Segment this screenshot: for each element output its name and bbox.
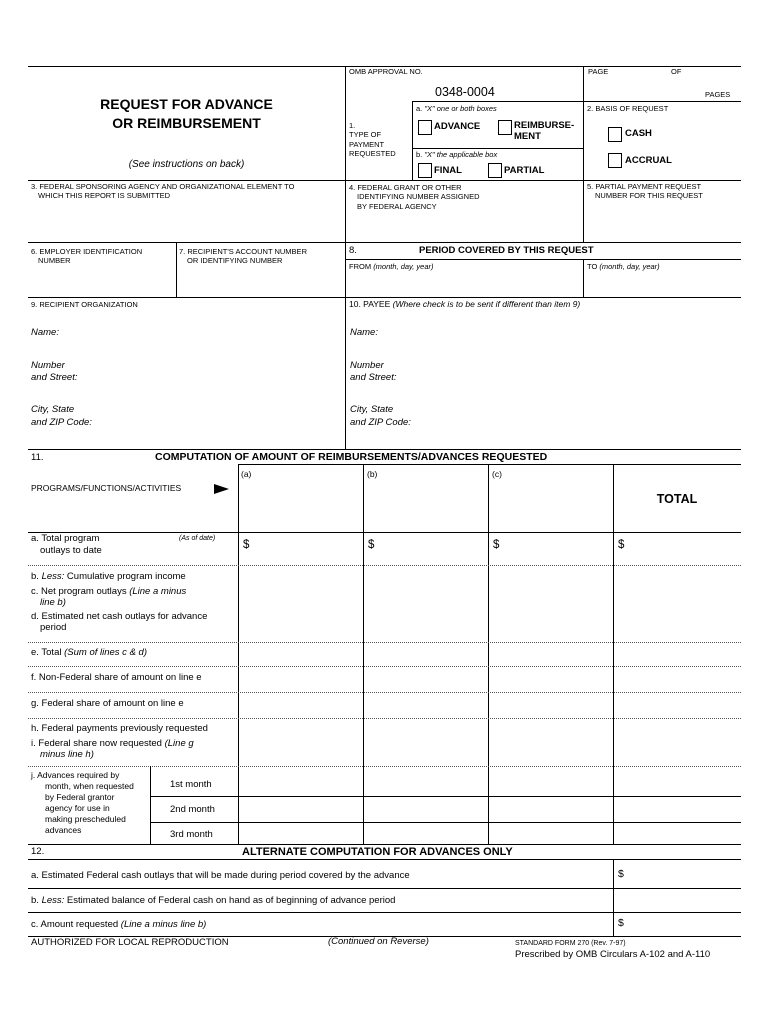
column-b-label: (b)	[367, 469, 378, 479]
total-column-label: TOTAL	[656, 492, 698, 506]
partial-label: PARTIAL	[504, 165, 545, 176]
from-label: FROM (month, day, year)	[349, 262, 434, 271]
month1-label: 1st month	[170, 779, 212, 790]
account-number-field[interactable]	[179, 268, 342, 295]
item12-row-a-dollar: $	[618, 868, 624, 880]
month2-label: 2nd month	[170, 804, 215, 815]
item4-label-line3: BY FEDERAL AGENCY	[357, 202, 437, 211]
period-to-field[interactable]	[586, 274, 738, 295]
omb-approval-label: OMB APPROVAL NO.	[349, 67, 423, 76]
page-label: PAGE	[588, 67, 609, 76]
payee-street-label-line2: and Street:	[350, 372, 397, 383]
item4-label-line2: IDENTIFYING NUMBER ASSIGNED	[357, 192, 480, 201]
row-a-dollar-c: $	[493, 539, 500, 551]
item11-number: 11.	[31, 452, 44, 463]
row-j-label-line5: making prescheduled	[45, 814, 126, 824]
payee-city-label-line2: and ZIP Code:	[350, 417, 411, 428]
prescribed-by: Prescribed by OMB Circulars A-102 and A-110	[515, 949, 711, 960]
row-h-label: h. Federal payments previously requested	[31, 723, 208, 734]
item1b-instruction: b. "X" the applicable box	[416, 150, 498, 159]
instructions-note: (See instructions on back)	[128, 159, 245, 170]
column-a-label: (a)	[241, 469, 252, 479]
to-label: TO (month, day, year)	[587, 262, 660, 271]
item1-label-line3: REQUESTED	[349, 149, 396, 158]
row-a-label-line2: outlays to date	[40, 545, 102, 556]
reimbursement-label-line2: MENT	[514, 131, 541, 142]
row-d-label-line1: d. Estimated net cash outlays for advance	[31, 611, 208, 622]
programs-label: PROGRAMS/FUNCTIONS/ACTIVITIES	[31, 483, 182, 493]
row-a-dollar-b: $	[368, 539, 375, 551]
pages-label: PAGES	[705, 90, 731, 99]
row-j-label-line3: by Federal grantor	[45, 792, 115, 802]
item8-number: 8.	[349, 245, 357, 256]
row-j-label-line4: agency for use in	[45, 803, 110, 813]
payee-name-field[interactable]	[388, 326, 738, 340]
item6-label-line2: NUMBER	[38, 256, 71, 265]
continued-on-reverse: (Continued on Reverse)	[328, 936, 429, 947]
row-j-label-line2: month, when requested	[45, 781, 134, 791]
accrual-label: ACCRUAL	[625, 155, 672, 166]
cash-on-hand-field[interactable]	[616, 890, 738, 910]
row-c-label: c. Net program outlays (Line a minus	[31, 586, 187, 597]
final-checkbox[interactable]	[418, 163, 432, 178]
recipient-city-field[interactable]	[100, 408, 340, 432]
item12-row-a-label: a. Estimated Federal cash outlays that will be made during period covered by the advance	[31, 870, 410, 881]
recipient-city-label-line2: and ZIP Code:	[31, 417, 92, 428]
row-g-label: g. Federal share of amount on line e	[31, 698, 184, 709]
row-a-dollar-a: $	[243, 539, 250, 551]
payee-street-field[interactable]	[408, 364, 738, 386]
recipient-street-field[interactable]	[90, 364, 340, 386]
item10-label: 10. PAYEE (Where check is to be sent if different than item 9)	[349, 299, 581, 309]
row-i-label: i. Federal share now requested (Line g	[31, 738, 194, 749]
item5-label-line2: NUMBER FOR THIS REQUEST	[595, 191, 703, 200]
partial-payment-number-field[interactable]	[586, 204, 738, 240]
employer-id-field[interactable]	[30, 268, 173, 295]
recipient-street-label-line2: and Street:	[31, 372, 78, 383]
advance-label: ADVANCE	[434, 121, 481, 132]
partial-checkbox[interactable]	[488, 163, 502, 178]
omb-number: 0348-0004	[435, 85, 495, 99]
item9-label: 9. RECIPIENT ORGANIZATION	[31, 300, 138, 309]
payee-city-label-line1: City, State	[350, 404, 394, 415]
standard-form-number: STANDARD FORM 270 (Rev. 7-97)	[515, 940, 626, 947]
cash-label: CASH	[625, 128, 652, 139]
item5-label-line1: 5. PARTIAL PAYMENT REQUEST	[587, 182, 702, 191]
row-d-label-line2: period	[40, 622, 67, 633]
advance-checkbox[interactable]	[418, 120, 432, 135]
item3-label-line2: WHICH THIS REPORT IS SUBMITTED	[38, 191, 171, 200]
reimbursement-label-line1: REIMBURSE-	[514, 120, 575, 131]
item12-row-c-dollar: $	[618, 917, 624, 929]
payee-name-label: Name:	[350, 327, 378, 338]
row-j-label-line6: advances	[45, 825, 82, 835]
item1-label-line2: PAYMENT	[349, 140, 385, 149]
item12-number: 12.	[31, 846, 45, 857]
recipient-city-label-line1: City, State	[31, 404, 75, 415]
arrow-right-icon	[214, 483, 230, 495]
row-j-label-line1: j. Advances required by	[31, 770, 120, 780]
as-of-date-label: (As of date)	[179, 535, 216, 542]
item12-row-b-label: b. Less: Estimated balance of Federal cash on hand as of beginning of advance period	[31, 895, 396, 906]
column-c-label: (c)	[492, 469, 502, 479]
recipient-street-label-line1: Number	[31, 360, 65, 371]
item6-label-line1: 6. EMPLOYER IDENTIFICATION	[31, 247, 143, 256]
form-title-line2: OR REIMBURSEMENT	[112, 115, 261, 131]
recipient-name-field[interactable]	[70, 326, 340, 340]
item3-label-line1: 3. FEDERAL SPONSORING AGENCY AND ORGANIZATIONAL ELEMENT TO	[31, 182, 295, 191]
grant-number-field[interactable]	[348, 214, 580, 240]
row-b-label: b. Less: Cumulative program income	[31, 571, 186, 582]
reimbursement-checkbox[interactable]	[498, 120, 512, 135]
accrual-checkbox[interactable]	[608, 153, 622, 168]
sponsoring-agency-field[interactable]	[30, 204, 342, 240]
final-label: FINAL	[434, 165, 462, 176]
form-title-line1: REQUEST FOR ADVANCE	[100, 96, 273, 112]
payee-street-label-line1: Number	[350, 360, 384, 371]
row-f-label: f. Non-Federal share of amount on line e	[31, 672, 202, 683]
item12-row-c-label: c. Amount requested (Line a minus line b)	[31, 919, 207, 930]
item1-label-line1: TYPE OF	[349, 130, 382, 139]
item8-title: PERIOD COVERED BY THIS REQUEST	[419, 245, 594, 256]
row-a-dollar-total: $	[618, 539, 625, 551]
item12-title: ALTERNATE COMPUTATION FOR ADVANCES ONLY	[242, 846, 513, 858]
item7-label-line1: 7. RECIPIENT'S ACCOUNT NUMBER	[179, 247, 307, 256]
item7-label-line2: OR IDENTIFYING NUMBER	[187, 256, 283, 265]
row-e-label: e. Total (Sum of lines c & d)	[31, 647, 147, 658]
basis-label: 2. BASIS OF REQUEST	[587, 104, 669, 113]
item4-label-line1: 4. FEDERAL GRANT OR OTHER	[349, 183, 462, 192]
payee-city-field[interactable]	[418, 408, 738, 432]
item1-number: 1.	[349, 121, 356, 130]
cash-checkbox[interactable]	[608, 127, 622, 142]
authorized-reproduction: AUTHORIZED FOR LOCAL REPRODUCTION	[31, 937, 229, 948]
recipient-name-label: Name:	[31, 327, 59, 338]
row-i-hint-line2: minus line h)	[40, 749, 94, 760]
amount-requested-field[interactable]	[630, 914, 738, 934]
row-a-label-line1: a. Total program	[31, 533, 100, 544]
estimated-outlays-field[interactable]	[630, 862, 738, 886]
item11-title: COMPUTATION OF AMOUNT OF REIMBURSEMENTS/ADVANCES REQUESTED	[155, 451, 548, 463]
period-from-field[interactable]	[348, 274, 580, 295]
row-c-hint-line2: line b)	[40, 597, 66, 608]
item1a-instruction: a. "X" one or both boxes	[416, 104, 497, 113]
month3-label: 3rd month	[170, 829, 213, 840]
of-label: OF	[671, 67, 682, 76]
